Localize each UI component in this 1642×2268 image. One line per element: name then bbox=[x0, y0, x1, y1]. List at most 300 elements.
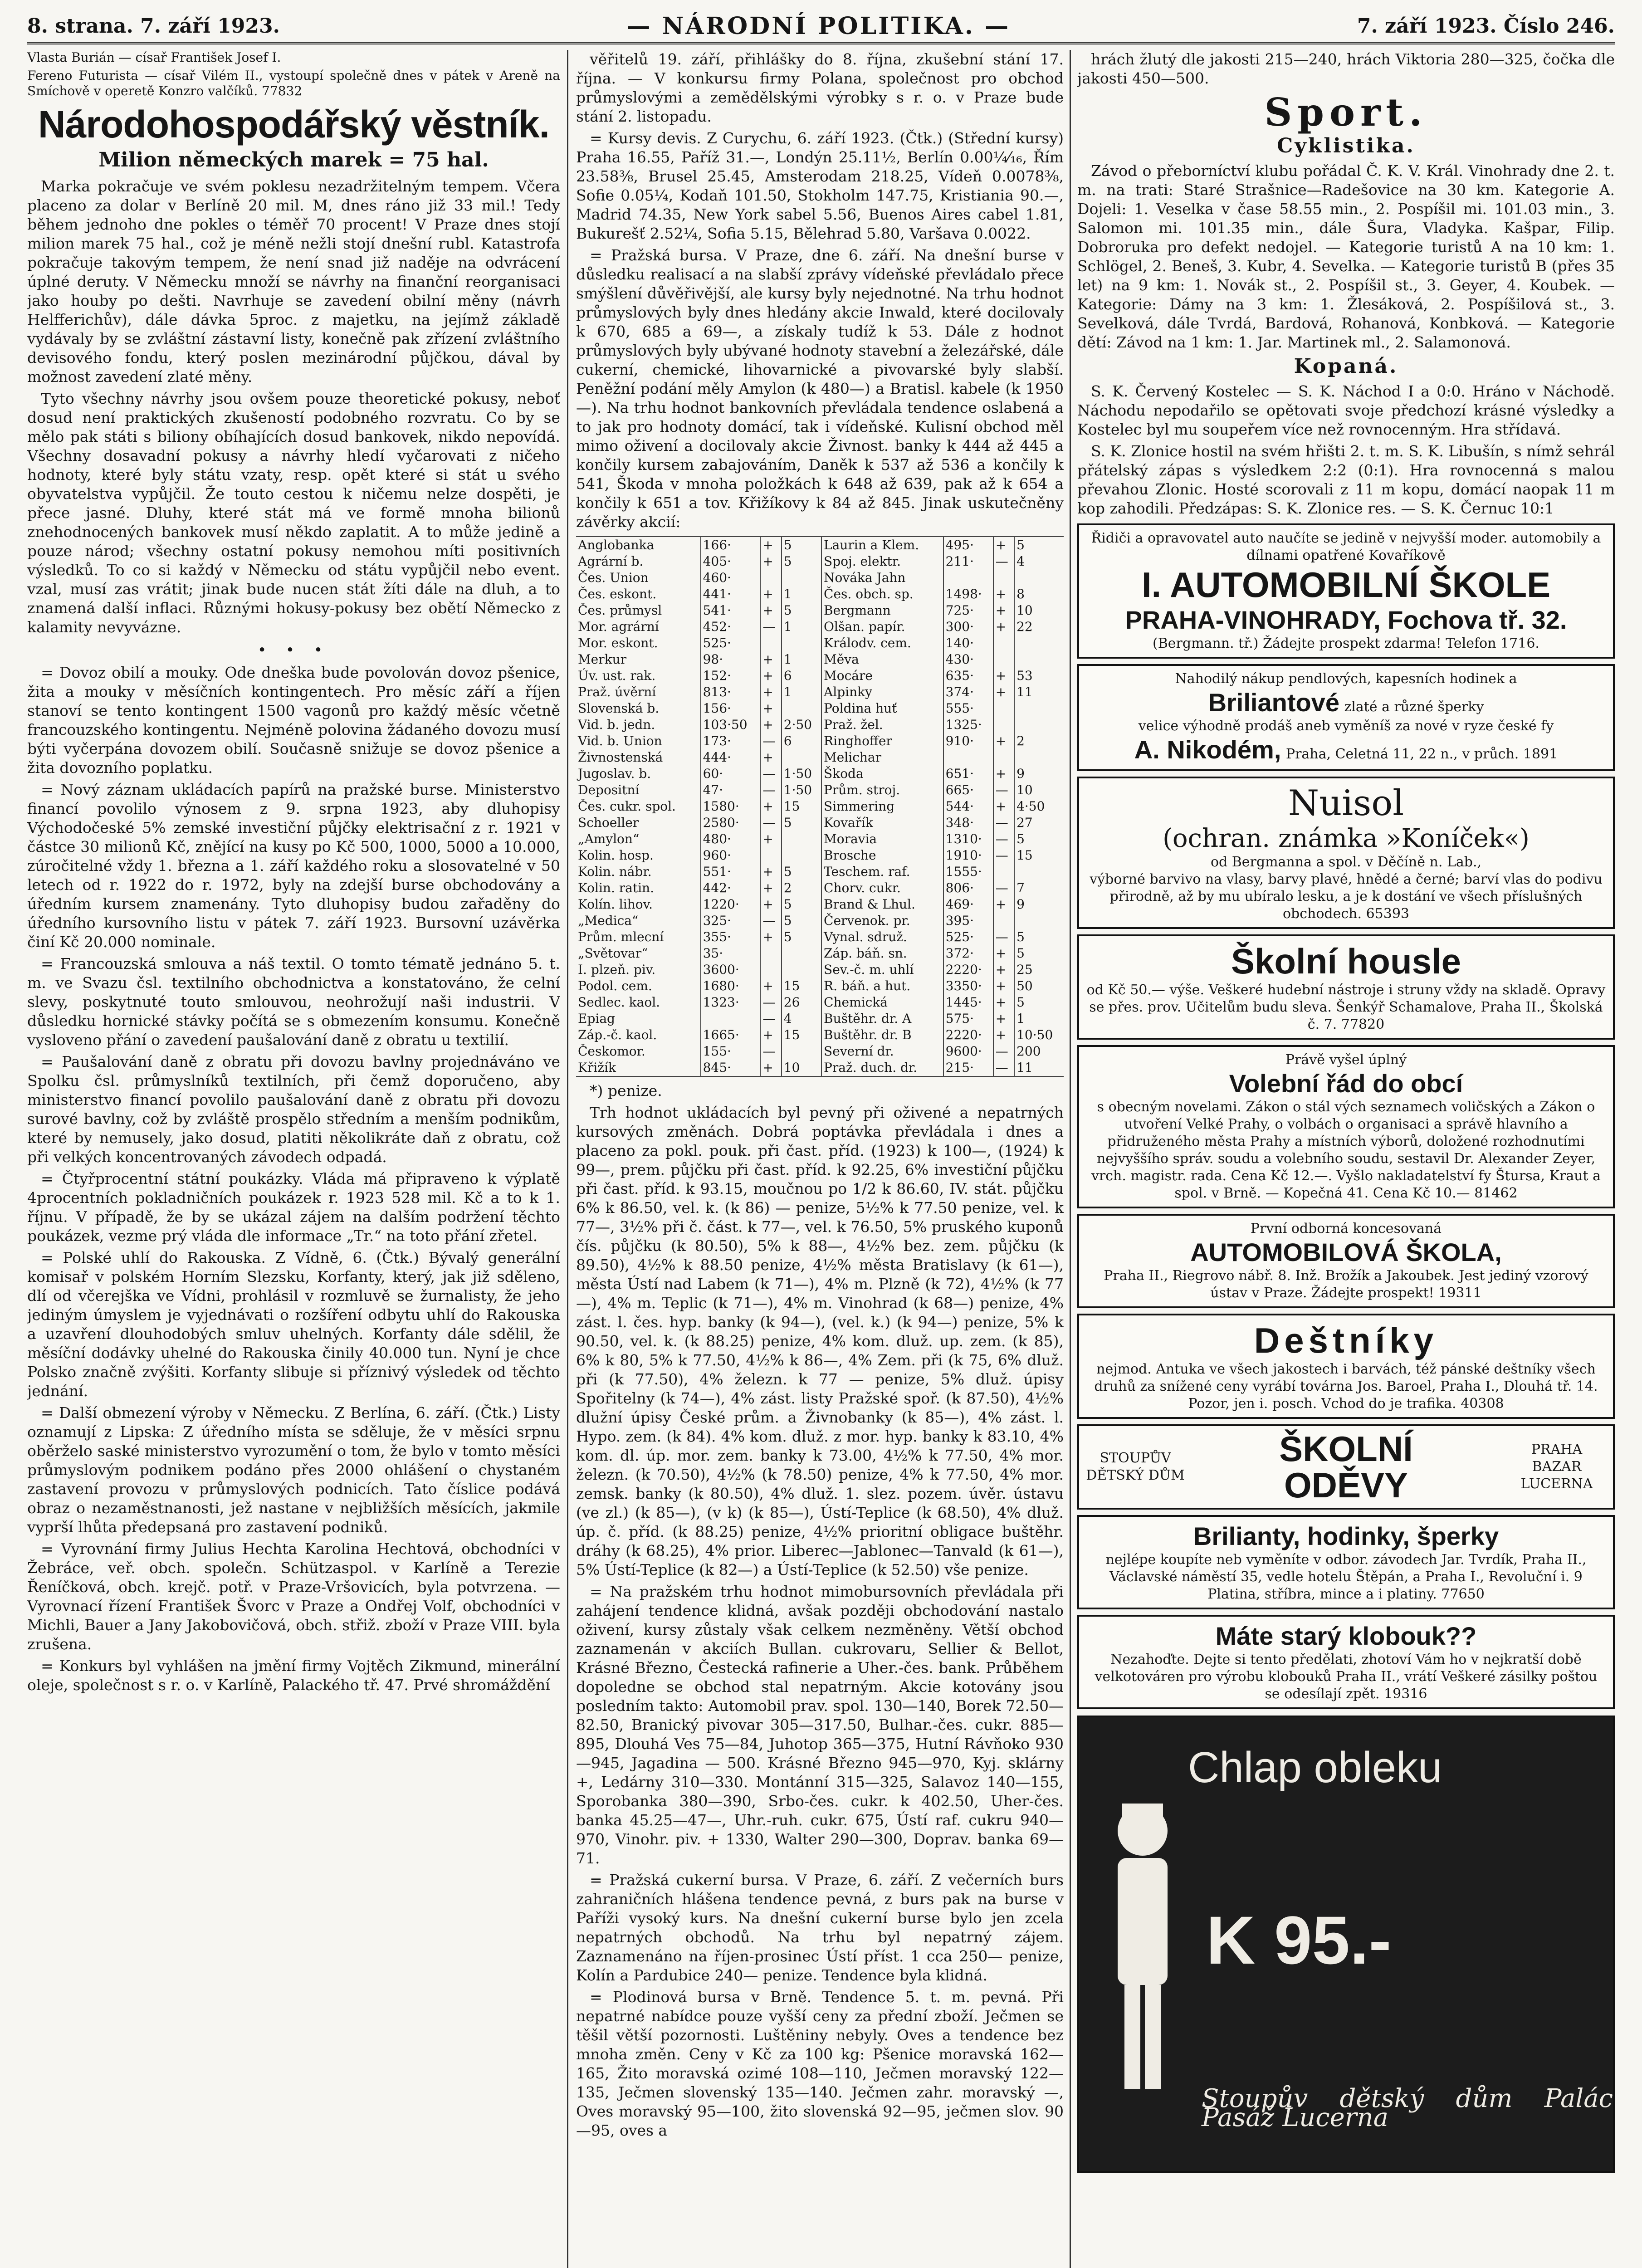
table-row bbox=[576, 586, 1064, 602]
table-cell: 15 bbox=[782, 798, 821, 815]
table-cell: + bbox=[760, 668, 781, 684]
paragraph: = Francouzská smlouva a náš textil. O tomto tématě jednáno 5. t. m. ve Svazu čsl. textilního obchodnictva a konstatováno, že celní slevy, poskytnuté touto smlouvou, neohrožují naši industrii. V důsledku hornické stávky počítá se s obmezením konsumu. Konečně vysloveno přání o zavedení paušalování daně z obratu u textilií. bbox=[27, 955, 560, 1049]
table-cell: 5 bbox=[782, 537, 821, 553]
table-cell: 374· bbox=[943, 684, 993, 700]
table-cell bbox=[993, 635, 1014, 651]
table-row bbox=[576, 668, 1064, 684]
table-cell: Poldina huť bbox=[821, 700, 943, 717]
article-headline: Milion německých marek = 75 hal. bbox=[98, 148, 489, 171]
table-cell: + bbox=[993, 602, 1014, 619]
table-cell: 5 bbox=[782, 602, 821, 619]
table-cell bbox=[1014, 749, 1064, 766]
table-cell: 50 bbox=[1014, 978, 1064, 994]
column-2 bbox=[576, 50, 1064, 2268]
table-cell: 5 bbox=[782, 815, 821, 831]
table-cell bbox=[1014, 570, 1064, 586]
table-cell: 1665· bbox=[701, 1027, 761, 1043]
table-row bbox=[576, 684, 1064, 700]
table-row bbox=[576, 782, 1064, 798]
table-cell: Slovenská b. bbox=[578, 701, 660, 716]
paragraph: = Dovoz obilí a mouky. Ode dneška bude povolován dovoz pšenice, žita a mouky v měsíčních kontingentech. Pro měsíc září a říjen stanoví se tento kontingent 1500 vagonů pro každý měsíc včetně francouzského kontingentu. Nejméně polovina žádaného dovozu musí býti vyčerpána dovozem obilí. Současně snižuje se dovoz pšenice a žita dovozního poplatku. bbox=[27, 664, 560, 777]
table-cell: 25 bbox=[1014, 962, 1064, 978]
table-cell bbox=[701, 1011, 761, 1027]
paragraph: = Nový záznam ukládacích papírů na pražské burse. Ministerstvo financí povolilo výnosem z 9. srpna 1923, aby dluhopisy Východočeské 5% zemské investiční půjčky elektrisační z r. 1921 v částce 30 milionů Kč, znějící na kusy po Kč 500, 1000, 5000 a 10.000, zúročitelné vždy 1. března a 1. září každého roku a slosovatelné v 50 letech od r. 1922 do r. 1972, byly na zdejší burse obchodovány a úředním kursem znamenány. Tyto dluhopisy budou zařaděny do úředního kursovního listu v pátek 7. září 1923. Bursovní uzávěrka činí Kč 20.000 nominale. bbox=[27, 781, 560, 951]
table-cell: Záp. báň. sn. bbox=[821, 945, 943, 962]
masthead: — NÁRODNÍ POLITIKA. — bbox=[626, 12, 1011, 40]
table-row bbox=[576, 602, 1064, 619]
table-row bbox=[576, 537, 1064, 553]
table-row bbox=[576, 864, 1064, 880]
table-cell: Buštěhr. dr. A bbox=[821, 1011, 943, 1027]
table-row bbox=[576, 831, 1064, 847]
table-row bbox=[576, 978, 1064, 994]
table-row bbox=[576, 766, 1064, 782]
section-title: Národohospodářský věstník. bbox=[38, 103, 549, 146]
table-cell: 60· bbox=[701, 766, 761, 782]
table-row bbox=[576, 1027, 1064, 1043]
ad-text: Nahodilý nákup pendlových, kapesních hodinek a bbox=[1175, 671, 1517, 687]
table-cell: + bbox=[760, 651, 781, 668]
table-cell: 10 bbox=[782, 1060, 821, 1076]
table-row bbox=[576, 847, 1064, 864]
table-cell bbox=[993, 717, 1014, 733]
ad-text: První odborná koncesovaná bbox=[1250, 1221, 1442, 1237]
paragraph: S. K. Zlonice hostil na svém hřišti 2. t. m. S. K. Libušín, s nímž sehrál přátelský zápas s výsledkem 2:2 (0:1). Hra rovnocenná s malou převahou Zlonic. Hosté scorovali z 11 m kopu, domácí naopak 11 m kop zahodili. Předzápas: S. K. Zlonice res. — S. K. Černuc 10:1 bbox=[1077, 442, 1615, 517]
table-cell: + bbox=[760, 864, 781, 880]
table-row bbox=[576, 945, 1064, 962]
table-row bbox=[576, 929, 1064, 945]
table-cell: 15 bbox=[782, 978, 821, 994]
table-cell bbox=[1014, 717, 1064, 733]
table-cell: + bbox=[760, 798, 781, 815]
table-cell: Mor. eskont. bbox=[578, 635, 658, 650]
table-cell: 6 bbox=[782, 733, 821, 749]
table-cell: 47· bbox=[701, 782, 761, 798]
table-cell: Melichar bbox=[821, 749, 943, 766]
table-cell: + bbox=[993, 684, 1014, 700]
ad-violins bbox=[1077, 934, 1615, 1040]
ad-text: velice výhodně prodáš aneb vyměníš za nové v ryze české fy bbox=[1138, 718, 1554, 734]
table-cell: + bbox=[993, 619, 1014, 635]
table-cell bbox=[1014, 651, 1064, 668]
column-rule bbox=[567, 50, 568, 2268]
paragraph: Tyto všechny návrhy jsou ovšem pouze theoretické pokusy, neboť dosud není praktických zkušeností podobného rozvratu. Co by se mělo pak státi s biliony obíhajících dosud bankovek, nikdo nepovídá. Všechny dosavadní pokusy a návrhy hledí vyčarovati z ničeho hodnoty, které byly státu vzaty, resp. opět které si stát u svého obyvatelstva vypůjčil. Že touto cestou k ničemu nelze dospěti, je přece jasné. Dluhy, které stát má ve formě mnoha bilionů znehodnocených bankovek musí někdo zaplatit. A to může jedině a pouze národ; všechny ostatní pokusy nemohou míti positivních výsledků. To co si každý v Německu od státu vypůjčil nebo event. vzal, musí zas vrátit; jinak bude nucen stát žíti dále na dluh, a to znamená další inflaci. Různými hokusy-pokusy bez obětí Německo z kalamity nevyvázne. bbox=[27, 390, 560, 636]
ad-text: PRAHA BAZAR LUCERNA bbox=[1520, 1442, 1593, 1492]
table-cell: — bbox=[993, 831, 1014, 847]
table-cell: 325· bbox=[701, 913, 761, 929]
table-cell: + bbox=[993, 978, 1014, 994]
paragraph: = Konkurs byl vyhlášen na jmění firmy Vojtěch Zikmund, minerální oleje, společnost s r. o. v Karlíně, Palackého tř. 47. Prvé shromáždění bbox=[27, 1657, 560, 1694]
table-cell: + bbox=[760, 896, 781, 913]
table-cell: 9 bbox=[1014, 896, 1064, 913]
table-cell: + bbox=[760, 684, 781, 700]
table-cell: Vynal. sdruž. bbox=[821, 929, 943, 945]
column-rule bbox=[1070, 50, 1071, 2268]
table-cell bbox=[1014, 864, 1064, 880]
table-cell: + bbox=[760, 537, 781, 553]
ad-text: Stoupův dětský dům Palác Pasáž Lucerna bbox=[1202, 2084, 1613, 2132]
table-cell: Olšan. papír. bbox=[821, 619, 943, 635]
paragraph: = Plodinová bursa v Brně. Tendence 5. t. m. pevná. Při nepatrné nabídce pouze vyšší ceny za přední zboží. Ječmen se těšil větší pozornosti. Luštěniny nebyly. Oves a tendence bez mnoha změn. Ceny v Kč za 100 kg: Pšenice moravská 162—165, Žito moravská ozimé 108—110, Ječmen moravský 122—135, Ječmen slovenský 135—140. Ječmen zahr. moravský —, Oves moravský 95—100, žito slovenská 92—95, ječmen slov. 90—95, oves a bbox=[576, 1988, 1064, 2139]
paragraph: Marka pokračuje ve svém poklesu nezadržitelným tempem. Včera placeno za dolar v Berlíně 20 mil. M, dnes ráno již 33 mil.! Tedy během jednoho dne pokles o téměř 70 procent! V Praze dnes stojí milion marek 75 hal., což je méně nežli stojí dnešní rubl. Katastrofa pokračuje takovým tempem, že není snad již naděje na odvrácení úplné deruty. V Německu množí se návrhy na finanční reorganisaci jako houby po dešti. Navrhuje se zavedení obilní měny (návrh Helfferichův), dále dávka 5proc. z majetku, na jejímž základě vydávaly by se zvláštní zástavní listy, konečně pak zřízení zvláštního devisového fondu, který poslen mezinárodní půjčkou, dával by možnost zavedení zlaté měny. bbox=[27, 177, 560, 386]
table-cell: — bbox=[760, 619, 781, 635]
table-cell: 1 bbox=[782, 619, 821, 635]
paragraph: S. K. Červený Kostelec — S. K. Náchod I a 0:0. Hráno v Náchodě. Náchodu nepodařilo se opětovati svoje předchozí krásné výsledky a Kostelec byl mu soupeřem více než rovnocenným. Hra střídavá. bbox=[1077, 382, 1615, 438]
table-cell: 2 bbox=[782, 880, 821, 896]
table-cell bbox=[760, 635, 781, 651]
table-cell: Alpinky bbox=[821, 684, 943, 700]
stock-table bbox=[576, 536, 1064, 1077]
table-cell: Chorv. cukr. bbox=[821, 880, 943, 896]
table-cell: 155· bbox=[701, 1043, 761, 1060]
ad-text: zlaté a různé šperky bbox=[1344, 699, 1484, 715]
table-cell: 2220· bbox=[943, 1027, 993, 1043]
table-cell: Vid. b. Union bbox=[578, 733, 662, 748]
table-cell: 4 bbox=[782, 1011, 821, 1027]
table-row bbox=[576, 733, 1064, 749]
table-cell: 5 bbox=[1014, 831, 1064, 847]
table-cell: 1555· bbox=[943, 864, 993, 880]
table-cell: — bbox=[993, 1043, 1014, 1060]
ad-text: Nezahoďte. Dejte si tento předělati, zhotoví Vám ho v nejkratší době velkotováren pro výrobu klobouků Praha II., vrátí Veškeré zásilky poštou se odesílají zpět. 19316 bbox=[1095, 1652, 1598, 1702]
ad-suits bbox=[1077, 1716, 1615, 2173]
page-header bbox=[27, 10, 1615, 44]
theatre-notices bbox=[27, 50, 560, 99]
table-cell: — bbox=[760, 766, 781, 782]
table-cell: 9600· bbox=[943, 1043, 993, 1060]
ad-title: Chlap obleku bbox=[1188, 1743, 1442, 1792]
table-cell: Čes. obch. sp. bbox=[821, 586, 943, 602]
table-cell: Depositní bbox=[578, 782, 640, 797]
table-cell: — bbox=[993, 1060, 1014, 1076]
table-cell: 665· bbox=[943, 782, 993, 798]
table-cell: Nováka Jahn bbox=[821, 570, 943, 586]
paragraph: = Pražská cukerní bursa. V Praze, 6. září. Z večerních burs zahraničních hlášena tendence pevná, z burs pak na burse v Paříži vysoký kurs. Na dnešní cukerní burse bylo jen zcela nepatrných obchodů. Na trhu byl nepatrný zájem. Zaznamenáno na říjen-prosinec Ústí příst. 1 cca 250— penize, Kolín a Pardubice 240— penize. Tendence byla klidná. bbox=[576, 1871, 1064, 1984]
table-row bbox=[576, 815, 1064, 831]
table-cell: + bbox=[993, 668, 1014, 684]
table-cell: 98· bbox=[701, 651, 761, 668]
table-cell: 480· bbox=[701, 831, 761, 847]
table-cell: 441· bbox=[701, 586, 761, 602]
table-cell: 7 bbox=[1014, 880, 1064, 896]
table-cell: Schoeller bbox=[578, 815, 639, 830]
ad-title: ŠKOLNÍ ODĚVY bbox=[1279, 1429, 1413, 1505]
table-cell: + bbox=[993, 1011, 1014, 1027]
table-cell: + bbox=[993, 537, 1014, 553]
ad-title: Briliantové bbox=[1208, 688, 1339, 717]
table-cell: Králodv. cem. bbox=[821, 635, 943, 651]
table-cell: Bergmann bbox=[821, 602, 943, 619]
table-cell: 960· bbox=[701, 847, 761, 864]
table-cell: 460· bbox=[701, 570, 761, 586]
page-number-date: 8. strana. 7. září 1923. bbox=[27, 14, 280, 38]
table-cell: Praž. duch. dr. bbox=[821, 1060, 943, 1076]
table-cell: Spoj. elektr. bbox=[821, 553, 943, 570]
ad-text: Právě vyšel úplný bbox=[1285, 1052, 1407, 1068]
table-cell: 1 bbox=[782, 684, 821, 700]
table-cell bbox=[993, 749, 1014, 766]
table-cell: 3600· bbox=[701, 962, 761, 978]
table-cell: 26 bbox=[782, 994, 821, 1011]
table-cell: + bbox=[760, 1027, 781, 1043]
paragraph: hrách žlutý dle jakosti 215—240, hrách Viktoria 280—325, čočka dle jakosti 450—500. bbox=[1077, 50, 1615, 87]
column-3 bbox=[1077, 50, 1615, 2268]
table-cell: Kovařík bbox=[821, 815, 943, 831]
table-cell: 651· bbox=[943, 766, 993, 782]
ad-address: Praha II., Riegrovo nábř. 8. Inž. Brožík a Jakoubek. Jest jediný vzorový ústav v Praze. Žádejte prospekt! 19311 bbox=[1104, 1268, 1588, 1301]
paragraph: = Vyrovnání firmy Julius Hechta Karolina Hechtová, obchodníci v Žebráce, veř. obch. společn. Schützaspol. v Karlíně a Terezie Řeníčková, obch. krejč. potř. v Praze-Vršovicích, byla potvrzena. — Vyrovnací řízení František Švorc v Praze a Ondřej Volf, obchodníci v Michli, Bauer a Jany Jakobovičová, obch. střiž. zboží v Praze VIII. byla zrušena. bbox=[27, 1540, 560, 1653]
table-cell: Měva bbox=[821, 651, 943, 668]
ad-title: Brilianty, hodinky, šperky bbox=[1193, 1522, 1499, 1550]
table-cell: 1 bbox=[1014, 1011, 1064, 1027]
table-cell: + bbox=[760, 1060, 781, 1076]
ad-text: od Bergmanna a spol. v Děčíně n. Lab., bbox=[1210, 854, 1482, 870]
table-cell: 910· bbox=[943, 733, 993, 749]
table-row bbox=[576, 994, 1064, 1011]
table-cell: I. plzeň. piv. bbox=[578, 962, 656, 977]
table-cell: 551· bbox=[701, 864, 761, 880]
table-cell: Agrární b. bbox=[578, 554, 644, 569]
ad-text: výborné barvivo na vlasy, barvy plavé, hnědé a černé; barví vlas do podivu přirodně, až by mu ubíralo lesku, a je k dostání ve všech příslušných obchodech. 65393 bbox=[1090, 871, 1603, 922]
table-cell: 2 bbox=[1014, 733, 1064, 749]
ad-umbrellas bbox=[1077, 1314, 1615, 1419]
table-cell: 10 bbox=[1014, 782, 1064, 798]
table-cell: 27 bbox=[1014, 815, 1064, 831]
table-cell: + bbox=[760, 700, 781, 717]
table-cell bbox=[782, 749, 821, 766]
table-cell bbox=[782, 831, 821, 847]
table-cell: Kolin. hosp. bbox=[578, 848, 654, 863]
paragraph: = Na pražském trhu hodnot mimobursovních převládala při zahájení tendence klidná, avšak později obchodování nastalo oživení, kursy zůstaly však celkem nezměněny. Větší obchod zaznamenán v akciích Bullan. cukrovaru, Sellier & Bellot, Krásné Březno, Čestecká rafinerie a Uher.-čes. bank. Průběhem dopoledne se obchod stal nepatrným. Akcie kotovány jsou posledním takto: Automobil prav. spol. 130—140, Borek 72.50—82.50, Branický pivovar 305—317.50, Bulhar.-čes. cukr. 885—895, Dlouhá Ves 75—84, Juhotop 365—375, Hutní Rávňoko 930—945, Jagadina — 500. Krásné Březno 945—970, Kyj. sklárny +, Ledárny 310—330. Montánní 315—325, Salavoz 140—155, Sporobanka 380—390, Srbo-čes. cukr. k 402.50, Uher-čes. banka 45.25—47—, Uhr.-ruh. cukr. 675, Ústí raf. cukru 940—970, Vinohr. piv. + 1330, Walter 290—300, Doprav. banka 69—71. bbox=[576, 1583, 1064, 1867]
table-cell: 5 bbox=[782, 896, 821, 913]
paragraph: = Polské uhlí do Rakouska. Z Vídně, 6. (Čtk.) Bývalý generální komisař v polském Horním Slezsku, Korfanty, který, jak již sděleno, dlí od včerejška ve Vídni, prohlásil v rozmluvě se žurnalisty, že jeho jediným úmyslem je vyjednávati o rozšíření odbytu uhlí do Rakouska a uzavření dlouhodobých smluv uhelných. Korfanty dále sdělil, že měsíční dodávky uhelné do Rakouska činily 40.000 tun. Nyní je chce Polsko značně zvýšiti. Korfanty slibuje si příznivý výsledek od těchto jednání. bbox=[27, 1249, 560, 1400]
table-cell: + bbox=[760, 929, 781, 945]
table-cell: — bbox=[993, 880, 1014, 896]
ad-address: PRAHA-VINOHRADY, Fochova tř. 32. bbox=[1125, 606, 1567, 634]
table-cell: 4·50 bbox=[1014, 798, 1064, 815]
table-cell: Simmering bbox=[821, 798, 943, 815]
table-cell: 442· bbox=[701, 880, 761, 896]
table-cell: 5 bbox=[782, 913, 821, 929]
table-cell: 495· bbox=[943, 537, 993, 553]
table-cell bbox=[1014, 635, 1064, 651]
ad-title: Nuisol bbox=[1288, 783, 1404, 824]
table-cell: „Světovar“ bbox=[578, 946, 648, 961]
ad-title: AUTOMOBILOVÁ ŠKOLA, bbox=[1190, 1238, 1502, 1266]
table-cell: + bbox=[760, 978, 781, 994]
table-cell: 525· bbox=[943, 929, 993, 945]
table-cell bbox=[993, 700, 1014, 717]
table-cell bbox=[1014, 913, 1064, 929]
table-cell: 15 bbox=[1014, 847, 1064, 864]
table-row bbox=[576, 1060, 1064, 1076]
table-cell: + bbox=[993, 945, 1014, 962]
ad-election-law bbox=[1077, 1045, 1615, 1208]
table-cell: 444· bbox=[701, 749, 761, 766]
table-cell bbox=[782, 962, 821, 978]
paragraph: Trh hodnot ukládacích byl pevný při oživené a nepatrných kursových změnách. Dobrá poptávka převládala i dnes a placeno za pokl. pouk. při čast. příd. (1923) k 100—, (1924) k 99—, prem. půjčku při čast. příd. k 92.25, 6% investiční půjčku při čast. příd. k 93.15, moučnou po 1/2 k 86.60, IV. stát. půjčku 6% k 86.50, vel. k. (k 86) — penize, 5½% k 77.50 penize, vel. k 77—, 3½% při č. část. k 77—, vel. k 76.50, 5% pruského kuponů čís. půjčku (k 80.50), 5% k 88—, 4½% bez. zem. půjčku (k 89.50), 4½% k 88.50 penize, 4½% města Bratislavy (k 61—), města Ústí nad Labem (k 71—), 4% m. Plzně (k 72), 4½% (k 77—), 4% m. Teplic (k 71—), 4% m. Vinohrad (k 68—) penize, 4% zást. l. čes. hyp. banky (k 94—), (vel. k.) (k 94—) penize, 5% k 90.50, vel. k. (k 88.25) penize, 4% kom. dluž. up. zem. (k 85), 6% k 80, 5% k 77.50, 4½% k 86—, 4% Zem. při (k 75, 6% dluž. při (k 77.50), 4% železn. k 77 — penize, 5% dluž. úpisy Spořitelny (k 74—), 4% zást. listy Pražské spoř. (k 87.50), 4½% dlužní úpisy České prům. a Živnobanky (k 85—), 4% zást. l. Hypo. zem. (k 84). 4% kom. dluž. z mor. hyp. banky k 83.10, 4% kom. dl. úp. mor. zem. banky k 73.00, 4½% k 77.50, 4% mor. železn. (k 70.50), 4½% (k 78.50) penize, 4% k 77.50, 4% mor. zemsk. banky (k 80.50), 4% dluž. 1. slez. pozem. úvěr. ústavu (ve zl.) (k 85—), (v k) (k 85—), Ústí-Teplice (k 68.50), 4% dluž. úp. č. příd. (k 88.25) penize, 4½% prioritní obligace buštěhr. dráhy (k 68.25), 4% prior. Liberec—Jablonec—Tanvald (k 61—), 5% Ústí-Teplice (k 82—) a Ústí-Teplice (k 52.50) vše penize. bbox=[576, 1104, 1064, 1579]
ad-title: Deštníky bbox=[1254, 1320, 1438, 1360]
table-cell: 200 bbox=[1014, 1043, 1064, 1060]
table-cell: 166· bbox=[701, 537, 761, 553]
table-cell: 22 bbox=[1014, 619, 1064, 635]
table-cell: — bbox=[993, 782, 1014, 798]
paragraph: Závod o přeborníctví klubu pořádal Č. K. V. Král. Vinohrady dne 2. t. m. na trati: Staré Strašnice—Radešovice na 30 km. Kategorie A. Dojeli: 1. Veselka v čase 58.55 min., 2. Pospíšil mi. 101.03 min., 3. Salomon mi. 101.35 min., dále Šura, Vladyka. Kašpar, Filip. Dobroruka pro defekt nedojel. — Kategorie turistů A na 10 km: 1. Schlögel, 2. Beneš, 3. Kubr, 4. Sevelka. — Kategorie turistů B (přes 35 let) na 9 km: 1. Novák st., 2. Pospíšil st., 3. Geyer, 4. Koubek. — Kategorie: Dámy na 3 km: 1. Žlesáková, 2. Pospíšilová st., 3. Sevelková, dále Tvrdá, Bardová, Rohanová, Konbková. — Kategorie dětí: Závod na 1 km: 1. Jar. Martinek ml., 2. Salamonová. bbox=[1077, 162, 1615, 351]
table-cell: 1445· bbox=[943, 994, 993, 1011]
table-row bbox=[576, 962, 1064, 978]
table-cell: + bbox=[760, 831, 781, 847]
table-cell: 5 bbox=[782, 864, 821, 880]
table-cell: 544· bbox=[943, 798, 993, 815]
table-cell: Sev.-č. m. uhlí bbox=[821, 962, 943, 978]
table-cell: 1325· bbox=[943, 717, 993, 733]
table-cell: 5 bbox=[1014, 929, 1064, 945]
table-cell: 845· bbox=[701, 1060, 761, 1076]
paragraph: = Čtyřprocentní státní poukázky. Vláda má připraveno k výplatě 4procentních pokladničních poukázek r. 1923 528 mil. Kč a to k 1. říjnu. V případě, že by se ukázal zájem na dalším podržení těchto poukázek, vezme prý vláda dle informace „Tr.“ na toto přání zřetel. bbox=[27, 1170, 560, 1245]
notice: Vlasta Burián — císař František Josef I. bbox=[27, 50, 281, 65]
table-row bbox=[576, 619, 1064, 635]
table-cell bbox=[782, 847, 821, 864]
table-cell: 1310· bbox=[943, 831, 993, 847]
table-cell: 1580· bbox=[701, 798, 761, 815]
table-cell: Laurin a Klem. bbox=[821, 537, 943, 553]
table-cell: 555· bbox=[943, 700, 993, 717]
paragraph: = Pražská bursa. V Praze, dne 6. září. Na dnešní burse v důsledku realisací a na slabší zprávy vídeňské převládalo přece smýšlení důvěřivější, ale kursy byly nejednotné. Na trhu hodnot průmyslových byly dnes hledány akcie Inwald, které docilovaly k 670, 685 a 69—, a získaly tudíž k 53. Dále z hodnot průmyslových byly ubývané hodnoty stavební a železářské, dále cukerní, chemické, lihovarnické a pivovarské byly slabší. Peněžní podání měly Amylon (k 480—) a Bratisl. kabele (k 1950—). Na trhu hodnot bankovních převládala tendence oslabená a to jak pro hodnoty domácí, tak i vídeňské. Kulisní obchod měl mimo oživení a docilovaly akcie Živnost. banky k 444 až 445 a končily kursem zabajováním, Daněk k 537 až 536 a končily k 541, Škoda v mnoha položkách k 648 až 639, pak až k 654 a končily k 651 a tov. Křižíkovy k 84 až 845. Jinak uskutečněny závěrky akcií: bbox=[576, 246, 1064, 531]
paragraph: věřitelů 19. září, přihlášky do 8. října, zkušební stání 17. října. — V konkursu firmy Polana, společnost pro obchod průmyslovými a zemědělskými výrobky s r. o. v Praze bude stání 2. listopadu. bbox=[576, 50, 1064, 125]
table-cell: Úv. ust. rak. bbox=[578, 668, 656, 683]
table-cell: 35· bbox=[701, 945, 761, 962]
table-cell: — bbox=[760, 994, 781, 1011]
table-cell: Podol. cem. bbox=[578, 978, 652, 993]
table-cell: — bbox=[760, 1011, 781, 1027]
table-cell: Ringhoffer bbox=[821, 733, 943, 749]
table-row bbox=[576, 896, 1064, 913]
ad-price: K 95.- bbox=[1206, 1902, 1392, 1978]
table-row bbox=[576, 700, 1064, 717]
table-cell: 348· bbox=[943, 815, 993, 831]
ad-subtitle: (ochran. známka »Koníček«) bbox=[1163, 824, 1530, 853]
paragraph: = Paušalování daně z obratu při dovozu bavlny projednáváno ve Spolku čsl. průmyslníků textilních, při čemž doporučeno, aby ministerstvo financí povolilo paušalování daně z obratu při dovozu surové bavlny, což by zvláště prospělo středním a menším podnikům, které by nemusely, jako dosud, platiti několikráte daň z obratu, což při velkých koncentrovaných závodech odpadá. bbox=[27, 1053, 560, 1166]
table-cell bbox=[993, 864, 1014, 880]
table-cell: 11 bbox=[1014, 1060, 1064, 1076]
table-cell bbox=[782, 945, 821, 962]
table-cell: Čes. eskont. bbox=[578, 587, 657, 601]
table-cell: 813· bbox=[701, 684, 761, 700]
table-cell: 5 bbox=[782, 553, 821, 570]
table-cell: 1 bbox=[782, 651, 821, 668]
ad-text: od Kč 50.— výše. Veškeré hudební nástroje i struny vždy na skladě. Opravy se přes. prov. Učitelům budu sleva. Šenkýř Schamalove, Praha II., Školská č. 7. 77820 bbox=[1086, 982, 1606, 1032]
table-cell: 10 bbox=[1014, 602, 1064, 619]
table-row bbox=[576, 798, 1064, 815]
table-cell bbox=[943, 749, 993, 766]
table-cell: Teschem. raf. bbox=[821, 864, 943, 880]
table-cell: Epiag bbox=[578, 1011, 615, 1026]
table-cell: Brosche bbox=[821, 847, 943, 864]
table-cell: 1·50 bbox=[782, 766, 821, 782]
table-cell: — bbox=[993, 847, 1014, 864]
table-cell: Kolin. ratin. bbox=[578, 880, 654, 895]
table-row bbox=[576, 635, 1064, 651]
table-cell: Prům. stroj. bbox=[821, 782, 943, 798]
table-cell: Záp.-č. kaol. bbox=[578, 1027, 657, 1042]
table-cell: — bbox=[760, 1043, 781, 1060]
ad-address: Praha, Celetná 11, 22 n., v průch. 1891 bbox=[1285, 746, 1558, 762]
ad-title: I. AUTOMOBILNÍ ŠKOLE bbox=[1141, 565, 1551, 605]
table-cell: 1·50 bbox=[782, 782, 821, 798]
table-cell: — bbox=[760, 733, 781, 749]
table-cell bbox=[782, 700, 821, 717]
table-cell: 2·50 bbox=[782, 717, 821, 733]
table-cell: + bbox=[993, 896, 1014, 913]
table-cell: + bbox=[993, 586, 1014, 602]
table-cell: 541· bbox=[701, 602, 761, 619]
table-cell: 6 bbox=[782, 668, 821, 684]
table-cell: Anglobanka bbox=[578, 538, 655, 552]
table-cell: Čes. Union bbox=[578, 570, 649, 585]
table-cell: Mor. agrární bbox=[578, 619, 659, 634]
table-cell: 1680· bbox=[701, 978, 761, 994]
subheading: Kopaná. bbox=[1294, 355, 1398, 378]
table-cell: 1 bbox=[782, 586, 821, 602]
table-cell: 5 bbox=[1014, 945, 1064, 962]
table-cell: 1220· bbox=[701, 896, 761, 913]
table-cell: 395· bbox=[943, 913, 993, 929]
table-cell: 300· bbox=[943, 619, 993, 635]
table-note: *) penize. bbox=[590, 1082, 662, 1100]
table-cell: Prům. mlecní bbox=[578, 929, 664, 944]
table-row bbox=[576, 570, 1064, 586]
table-cell: 405· bbox=[701, 553, 761, 570]
table-cell: Škoda bbox=[821, 766, 943, 782]
table-cell: + bbox=[760, 717, 781, 733]
issue-number: 7. září 1923. Číslo 246. bbox=[1357, 14, 1615, 38]
table-cell: Moravia bbox=[821, 831, 943, 847]
table-cell: Čes. cukr. spol. bbox=[578, 799, 676, 814]
table-cell: 430· bbox=[943, 651, 993, 668]
ad-text: (Bergmann. tř.) Žádejte prospekt zdarma! Telefon 1716. bbox=[1153, 635, 1539, 651]
ad-jewellery bbox=[1077, 664, 1615, 771]
table-cell: 355· bbox=[701, 929, 761, 945]
ad-title: Máte starý klobouk?? bbox=[1215, 1622, 1477, 1650]
table-cell: 469· bbox=[943, 896, 993, 913]
ad-driving-school bbox=[1077, 1214, 1615, 1308]
table-cell: 725· bbox=[943, 602, 993, 619]
ad-text: Řidiči a opravovatel auto naučíte se jedině v nejvyšší moder. automobily a dílnami opatřené Kovaříkově bbox=[1091, 530, 1601, 563]
table-cell bbox=[760, 570, 781, 586]
table-cell: 211· bbox=[943, 553, 993, 570]
table-cell: 103·50 bbox=[701, 717, 761, 733]
table-row bbox=[576, 553, 1064, 570]
table-cell: Severní dr. bbox=[821, 1043, 943, 1060]
table-cell: + bbox=[993, 962, 1014, 978]
table-cell: 53 bbox=[1014, 668, 1064, 684]
table-cell: — bbox=[760, 782, 781, 798]
table-cell: + bbox=[760, 880, 781, 896]
table-cell: Čes. průmysl bbox=[578, 603, 662, 618]
ad-text: nejlépe koupíte neb vyměníte v odbor. závodech Jar. Tvrdík, Praha II., Václavské náměstí 35, vedle hotelu Štěpán, a Praha I., Revoluční i. 9 Platina, stříbra, mince a i platiny. 77650 bbox=[1105, 1552, 1587, 1602]
table-cell: Červenok. pr. bbox=[821, 913, 943, 929]
table-cell bbox=[993, 570, 1014, 586]
table-cell: — bbox=[760, 815, 781, 831]
table-cell: — bbox=[993, 815, 1014, 831]
table-cell: Praž. žel. bbox=[821, 717, 943, 733]
table-cell: Buštěhr. dr. B bbox=[821, 1027, 943, 1043]
table-cell bbox=[993, 913, 1014, 929]
table-cell: Kolín. lihov. bbox=[578, 897, 653, 912]
table-cell bbox=[943, 570, 993, 586]
table-cell bbox=[760, 945, 781, 962]
table-cell: „Medica“ bbox=[578, 913, 639, 928]
